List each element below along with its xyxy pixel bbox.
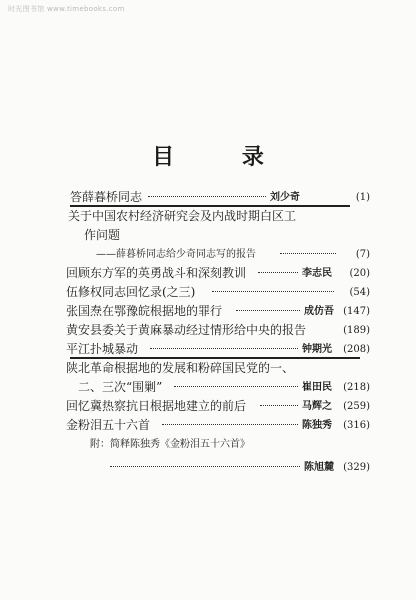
entry-author: 马辉之 [302, 401, 332, 412]
leader-dots [110, 466, 300, 467]
toc-entry [70, 245, 370, 264]
toc-entry [66, 359, 370, 378]
leader-dots [162, 424, 298, 425]
entry-title: 金粉泪五十六首 [66, 418, 151, 432]
toc-entry [66, 416, 370, 435]
entry-title: 回忆冀热察抗日根据地建立的前后 [66, 399, 247, 413]
leader-dots [260, 405, 298, 406]
toc-entry [66, 302, 370, 321]
entry-title: 关于中国农村经济研究会及内战时期白区工 [68, 209, 297, 223]
entry-title: 作问题 [84, 228, 121, 242]
toc-entry [70, 378, 370, 397]
toc-entry [70, 458, 370, 477]
toc-entry [66, 321, 370, 340]
leader-dots [212, 291, 334, 292]
entry-title: 张国焘在鄂豫皖根据地的罪行 [66, 304, 223, 318]
entry-page: (218) [343, 382, 370, 393]
leader-dots [150, 348, 298, 349]
entry-author: 钟期光 [302, 344, 332, 355]
table-of-contents [66, 188, 370, 477]
entry-author: 陈独秀 [302, 420, 332, 431]
entry-title: 陕北革命根据地的发展和粉碎国民党的一、 [66, 361, 295, 375]
entry-page: (259) [343, 401, 370, 412]
leader-dots [148, 196, 266, 197]
leader-dots [236, 310, 300, 311]
toc-entry [66, 397, 370, 416]
entry-page: (147) [343, 306, 370, 317]
entry-page: (316) [343, 420, 370, 431]
entry-page: (208) [343, 344, 370, 355]
toc-entry [70, 435, 370, 454]
entry-title: 平江扑城暴动 [66, 342, 139, 356]
entry-page: (329) [343, 462, 370, 473]
toc-entry [66, 283, 370, 302]
watermark: 时光图书馆 www.timebooks.com [8, 5, 125, 13]
page-title: 目 录 [152, 144, 294, 170]
entry-page: (1) [355, 192, 370, 203]
toc-entry [66, 340, 370, 359]
entry-title: ——薛暮桥同志给少奇同志写的报告 [96, 249, 256, 260]
entry-page: (189) [343, 325, 370, 336]
entry-author: 刘少奇 [270, 192, 300, 203]
leader-dots [174, 386, 298, 387]
entry-author: 成仿吾 [304, 306, 334, 317]
entry-page: (20) [349, 268, 370, 279]
entry-title: 回顾东方军的英勇战斗和深刻教训 [66, 266, 247, 280]
toc-entry [66, 264, 370, 283]
entry-author: 陈旭麓 [304, 462, 334, 473]
entry-title: 黄安县委关于黄麻暴动经过情形给中央的报告 [66, 323, 307, 337]
toc-entry [70, 226, 370, 245]
entry-title: 二、三次“围剿” [78, 380, 163, 394]
entry-title: 答薛暮桥同志 [70, 190, 143, 204]
entry-author: 崔田民 [302, 382, 332, 393]
toc-entry [70, 188, 370, 207]
entry-title: 伍修权同志回忆录(之三) [66, 285, 196, 299]
leader-dots [280, 253, 336, 254]
entry-page: (7) [355, 249, 370, 260]
entry-page: (54) [349, 287, 370, 298]
entry-author: 李志民 [302, 268, 332, 279]
entry-title: 附：简释陈独秀《金粉泪五十六首》 [90, 439, 250, 450]
leader-dots [258, 272, 298, 273]
toc-entry [70, 207, 370, 226]
